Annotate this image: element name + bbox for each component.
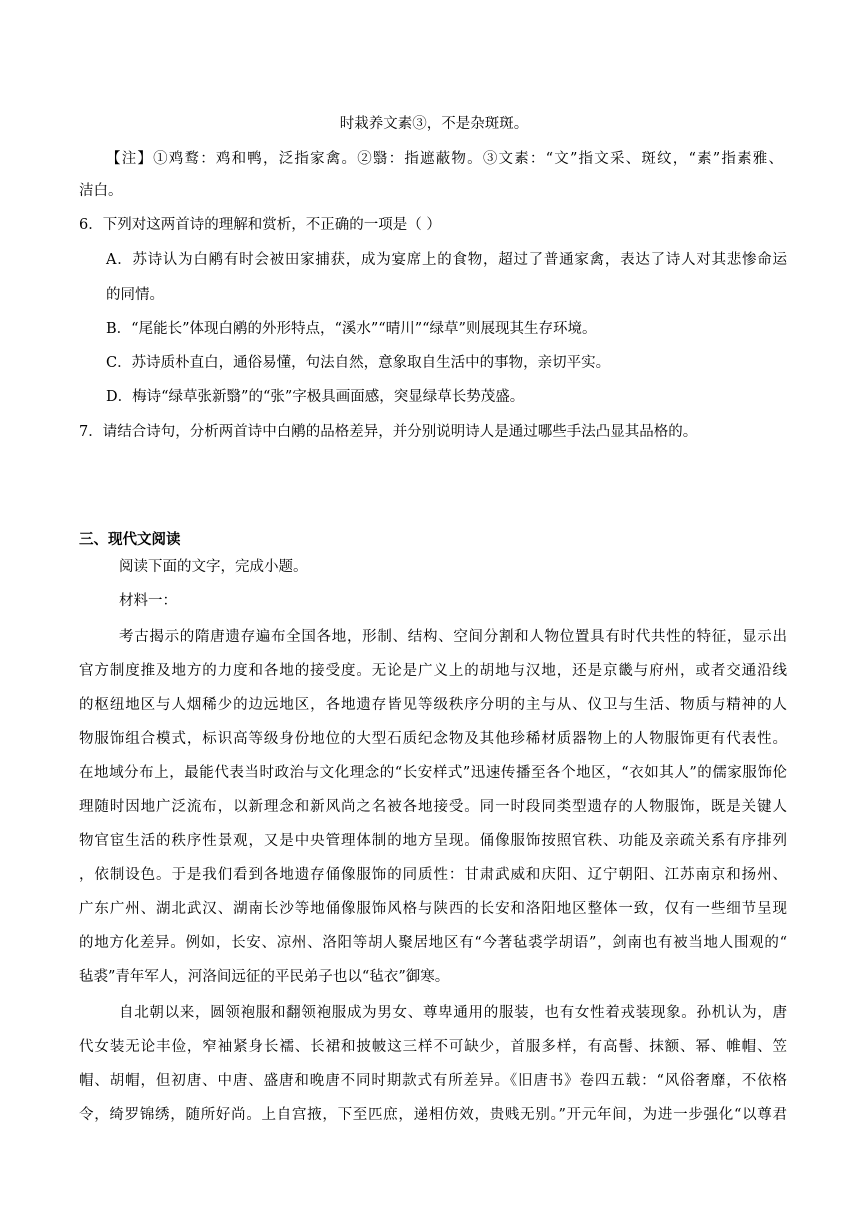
paragraph-line: 的地方化差异。例如，长安、凉州、洛阳等胡人聚居地区有“今著毡裘学胡语”，剑南也有被当地人围观的“ <box>79 935 787 951</box>
paragraph-line: 官方制度推及地方的力度和各地的接受度。无论是广义上的胡地与汉地，还是京畿与府州，或者交通沿线 <box>79 663 787 679</box>
paragraph-line: 帽、胡帽，但初唐、中唐、盛唐和晚唐不同时期款式有所差异。《旧唐书》卷四五载：“风俗奢靡，不依格 <box>79 1073 787 1089</box>
annotation-note-line-2: 洁白。 <box>79 183 123 199</box>
paragraph-line: 广东广州、湖北武汉、湖南长沙等地俑像服饰风格与陕西的长安和洛阳地区整体一致，仅有一些细节呈现 <box>79 901 787 917</box>
question-7: 7．请结合诗句，分析两首诗中白鹇的品格差异，并分别说明诗人是通过哪些手法凸显其品格的。 <box>79 424 698 440</box>
paragraph-line: 理随时因地广泛流布，以新理念和新风尚之名被各地接受。同一时段同类型遗存的人物服饰，既是关键人 <box>79 799 787 815</box>
question-6-option-b: B．“尾能长”体现白鹇的外形特点，“溪水”“晴川”“绿草”则展现其生存环境。 <box>106 321 597 337</box>
annotation-note-line-1: 【注】①鸡鹜：鸡和鸭，泛指家禽。②翳：指遮蔽物。③文素：“文”指文采、斑纹，“素”指素雅、 <box>106 151 783 167</box>
question-6-option-d: D．梅诗“绿草张新翳”的“张”字极具画面感，突显绿草长势茂盛。 <box>106 389 525 405</box>
section-heading: 三、现代文阅读 <box>79 531 181 548</box>
material-label: 材料一： <box>119 593 177 609</box>
paragraph-line: ，依制设色。于是我们看到各地遗存俑像服饰的同质性：甘肃武威和庆阳、辽宁朝阳、江苏南京和扬州、 <box>79 867 787 883</box>
paragraph-line: 在地域分布上，最能代表当时政治与文化理念的“长安样式”迅速传播至各个地区，“衣如其人”的儒家服饰伦 <box>79 765 787 781</box>
paragraph-line: 的枢纽地区与人烟稀少的边远地区，各地遗存皆见等级秩序分明的主与从、仪卫与生活、物质与精神的人 <box>79 697 787 713</box>
reading-instruction: 阅读下面的文字，完成小题。 <box>119 559 308 575</box>
question-6-option-c: C．苏诗质朴直白，通俗易懂，句法自然，意象取自生活中的事物，亲切平实。 <box>106 355 611 371</box>
paragraph-line: 物服饰组合模式，标识高等级身份地位的大型石质纪念物及其他珍稀材质器物上的人物服饰更有代表性。 <box>79 731 787 747</box>
paragraph-line: 代女装无论丰俭，窄袖紧身长襦、长裙和披帔这三样不可缺少，首服多样，有高髻、抹额、幂、帷帽、笠 <box>79 1039 787 1055</box>
paragraph-line: 自北朝以来，圆领袍服和翻领袍服成为男女、尊卑通用的服装，也有女性着戎装现象。孙机认为，唐 <box>119 1005 787 1021</box>
question-6-option-a-line-1: A．苏诗认为白鹇有时会被田家捕获，成为宴席上的食物，超过了普通家禽，表达了诗人对其悲惨命运 <box>106 252 787 268</box>
paragraph-line: 令，绮罗锦绣，随所好尚。上自宫掖，下至匹庶，递相仿效，贵贱无别。”开元年间，为进一步强化“以尊君 <box>79 1107 787 1123</box>
paragraph-line: 考古揭示的隋唐遗存遍布全国各地，形制、结构、空间分割和人物位置具有时代共性的特征，显示出 <box>119 629 787 645</box>
poem-closing-line: 时栽养文素③，不是杂斑斑。 <box>339 116 529 132</box>
question-6-option-a-line-2: 的同情。 <box>106 287 164 303</box>
question-6-stem: 6．下列对这两首诗的理解和赏析，不正确的一项是（ ） <box>79 217 441 233</box>
paragraph-line: 物官宦生活的秩序性景观，又是中央管理体制的地方呈现。俑像服饰按照官秩、功能及亲疏关系有序排列 <box>79 833 787 849</box>
paragraph-line: 毡裘”青年军人，河洛间远征的平民弟子也以“毡衣”御寒。 <box>79 969 450 985</box>
